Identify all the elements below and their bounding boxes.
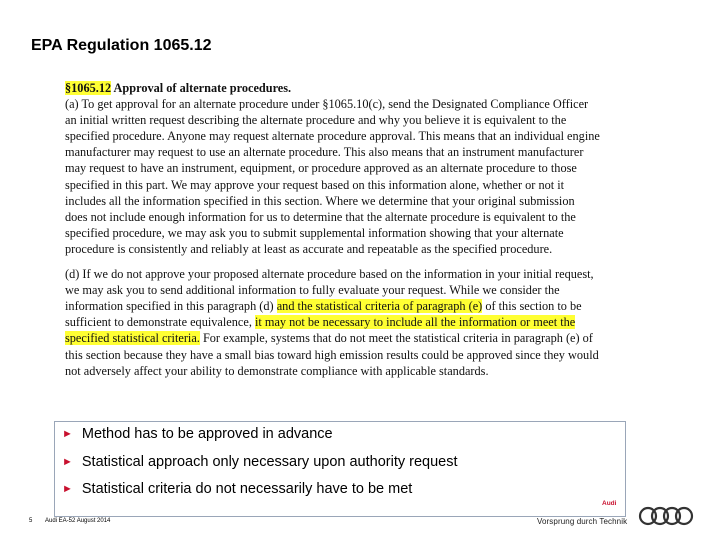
paragraph-d-text-2: of this section to be sufficient to demonstrate equivalence, [65, 299, 582, 330]
paragraph-d-highlight-2: it may not be necessary to include all the information or meet the specified statistical criteria. [65, 315, 576, 346]
bullet-item [62, 481, 412, 497]
paragraph-d-text-3: For example, systems that do not meet the statistical criteria in paragraph (e) of this section because they have a small bias toward high emission results could be approved since they would not adversely affect your ability to demonstrate compliance with applicable standards. [65, 331, 599, 378]
page-title: EPA Regulation 1065.12 [31, 37, 212, 54]
brand-label: Audi [602, 500, 617, 507]
paragraph-d-highlight-1: and the statistical criteria of paragraph (e) [276, 299, 483, 314]
section-title: Approval of alternate procedures. [111, 81, 292, 95]
brand-slogan: Vorsprung durch Technik [537, 517, 628, 526]
summary-box [54, 421, 626, 517]
bullet-text: Statistical criteria do not necessarily have to be met [81, 481, 413, 497]
paragraph-d [65, 266, 600, 379]
audi-rings-logo [638, 506, 694, 526]
triangle-bullet-icon: ► [62, 428, 73, 440]
paragraph-a: (a) To get approval for an alternate procedure under §1065.10(c), send the Designated Compliance Officer an initial written request describing the alternate procedure and why you believe it is equivalent to the specified procedure. Anyone may request alternate procedure approval. This means that an individual engine manufacturer may request to use an alternate procedure. This also means that an instrument manufacturer may request to have an instrument, equipment, or procedure approved as an alternate procedure to those specified in this part. We may approve your request based on this information alone, whether or not it includes all the information specified in this section. Where we determine that your original submission does not include enough information for us to determine that the alternate procedure is equivalent to the specified procedure, we may ask you to submit supplemental information showing that your alternate procedure is consistently and reliably at least as accurate and repeatable as the specified procedure. [65, 97, 600, 256]
section-number: §1065.12 [65, 81, 112, 95]
bullet-item [62, 426, 333, 442]
bullet-text: Statistical approach only necessary upon authority request [81, 454, 458, 470]
footer-text: Audi EA-52 August 2014 [45, 518, 111, 524]
paragraph-d-text-1: (d) If we do not approve your proposed alternate procedure based on the information in your initial request, we may ask you to send additional information to fully evaluate your request. While we consider the information specified in this paragraph (d) [65, 267, 594, 314]
regulation-excerpt [65, 80, 600, 379]
triangle-bullet-icon: ► [62, 456, 73, 468]
triangle-bullet-icon: ► [62, 483, 73, 495]
page-number: 5 [29, 518, 33, 524]
regulation-heading [65, 80, 600, 96]
bullet-item [62, 454, 458, 470]
bullet-text: Method has to be approved in advance [81, 426, 333, 442]
